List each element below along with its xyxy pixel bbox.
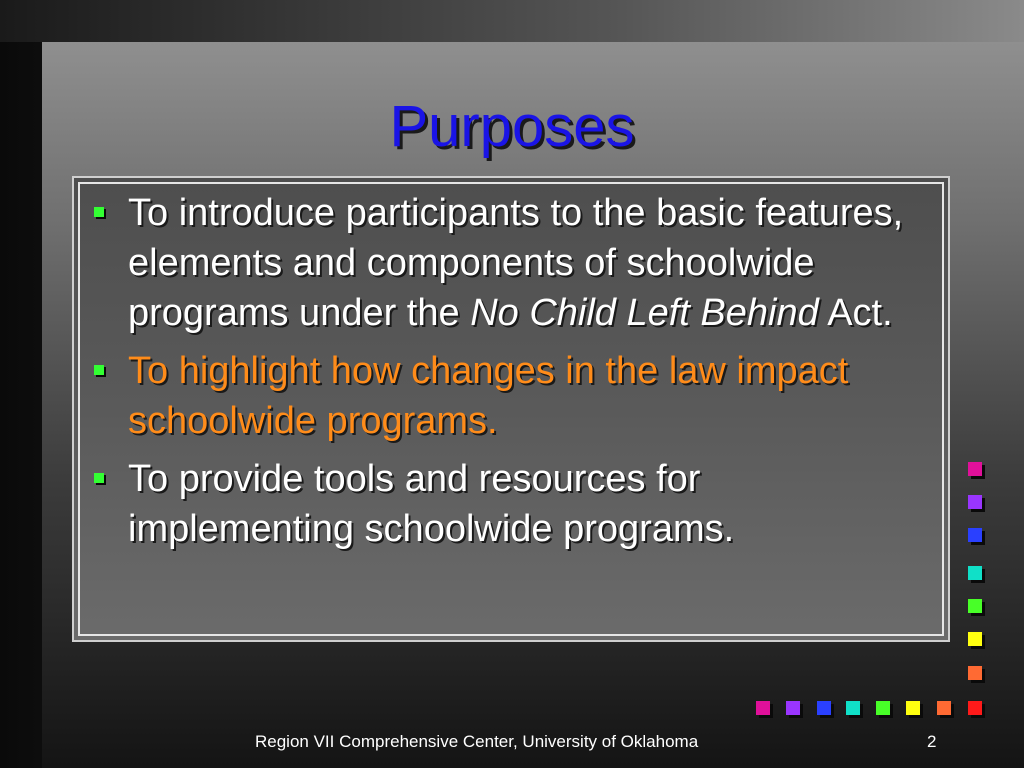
bullet-text-introduce: [128, 192, 903, 334]
decorative-square-icon-h4: [846, 701, 860, 715]
decorative-square-icon-v5: [968, 599, 982, 613]
decorative-square-icon-h3: [817, 701, 831, 715]
decorative-square-icon-v1: [968, 462, 982, 476]
background-top-shade: [0, 0, 1024, 42]
bullet-text-introduce-italic: No Child Left Behind: [470, 292, 819, 334]
bullet-item-highlight: [88, 346, 918, 446]
decorative-square-icon-h6: [906, 701, 920, 715]
decorative-square-icon-v6: [968, 632, 982, 646]
decorative-square-icon-v3: [968, 528, 982, 542]
decorative-square-icon-h8: [968, 701, 982, 715]
bullet-text-introduce-tail: Act.: [818, 292, 893, 334]
bullet-text-highlight: To highlight how changes in the law impact schoolwide programs.: [128, 350, 849, 442]
decorative-square-icon-h1: [756, 701, 770, 715]
decorative-square-icon-h7: [937, 701, 951, 715]
footer-text: Region VII Comprehensive Center, University of Oklahoma: [255, 732, 699, 751]
bullet-square-icon: [94, 473, 104, 483]
bullet-item-provide: [88, 454, 918, 554]
decorative-square-icon-v7: [968, 666, 982, 680]
bullet-text-provide: To provide tools and resources for implementing schoolwide programs.: [128, 458, 735, 550]
bullet-text-introduce-lead: To introduce participants to the basic features, elements and components of schoolwide programs under the: [128, 192, 904, 334]
bullet-list: [88, 188, 918, 562]
decorative-square-icon-v4: [968, 566, 982, 580]
decorative-square-icon-v2: [968, 495, 982, 509]
bullet-item-introduce: [88, 188, 918, 338]
bullet-square-icon: [94, 365, 104, 375]
decorative-square-icon-h5: [876, 701, 890, 715]
page-number: 2: [927, 732, 937, 751]
decorative-square-icon-h2: [786, 701, 800, 715]
bullet-square-icon: [94, 207, 104, 217]
content-box: [72, 176, 950, 642]
slide-title: Purposes: [389, 94, 635, 159]
